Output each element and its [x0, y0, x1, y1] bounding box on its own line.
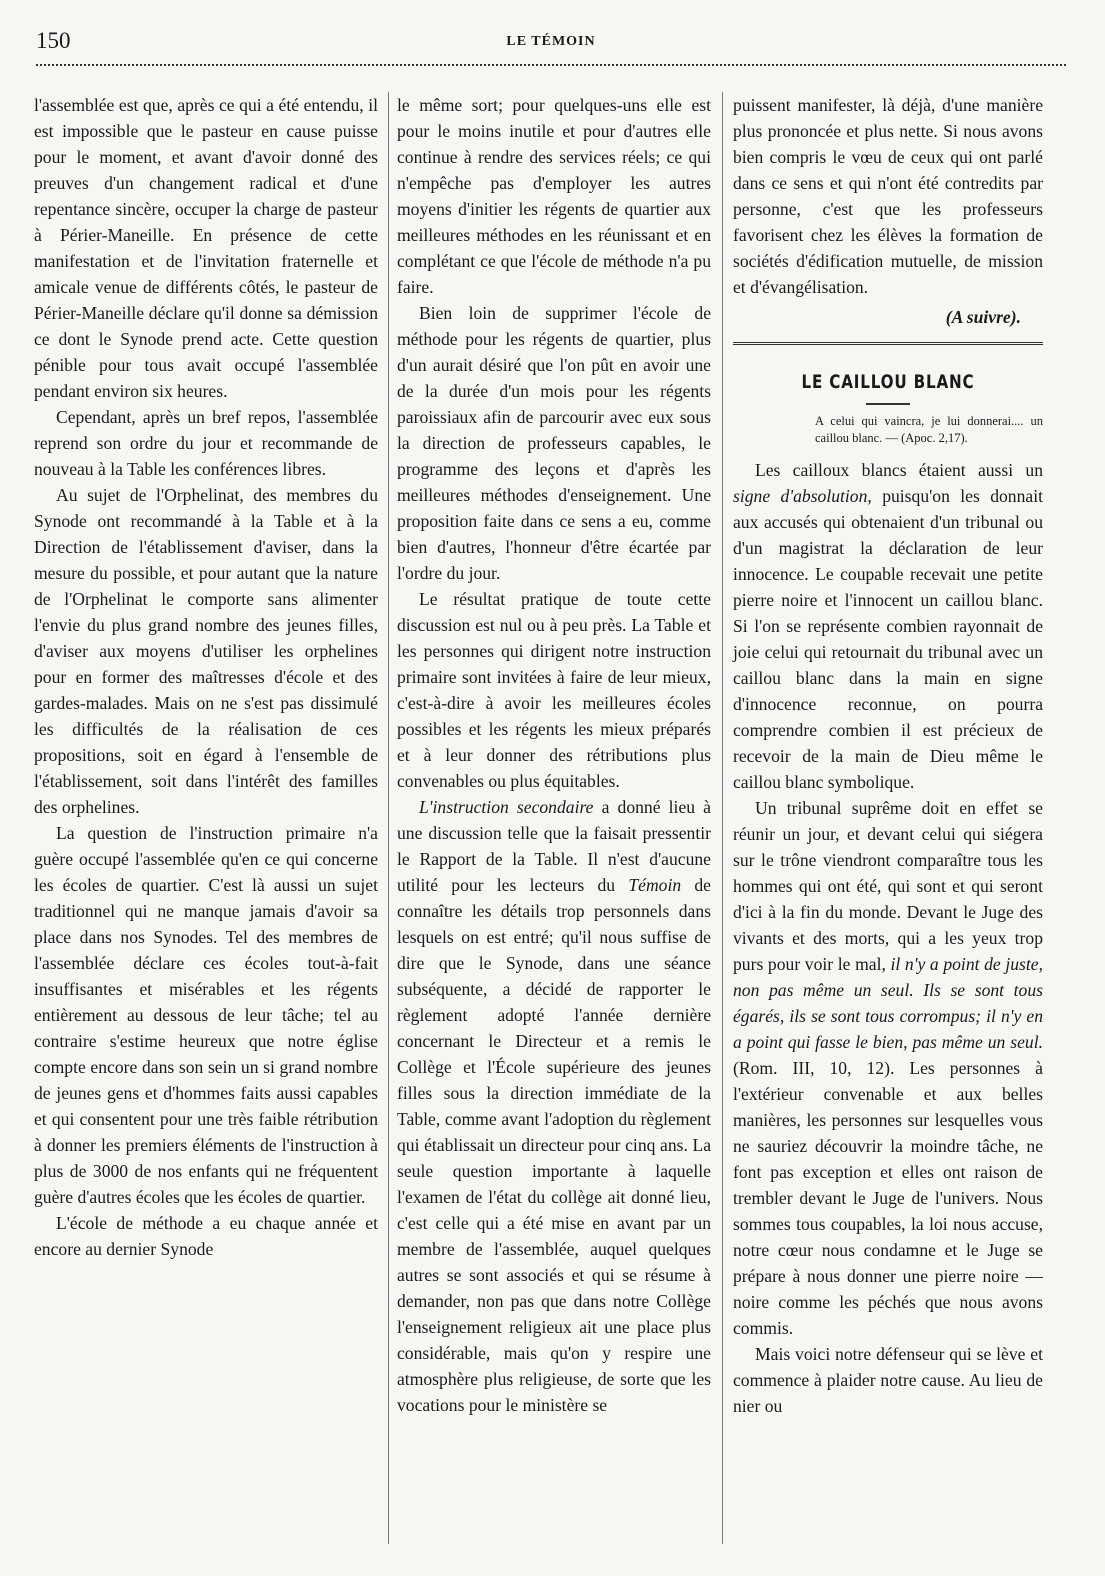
column-2: [397, 92, 711, 1418]
paragraph: [397, 794, 711, 1418]
paragraph: puissent manifester, là déjà, d'une manière plus prononcée et plus nette. Si nous avons bien compris le vœu de ceux qui ont parlé dans ce sens et qui n'ont été contredits par personne, c'est que les professeurs favorisent chez les élèves la formation de sociétés d'édification mutuelle, de mission et d'évangélisation.: [733, 95, 1043, 297]
italic-phrase: il n'y a point de juste, non pas même un seul. Ils se sont tous égarés, ils se sont tous corrompus; il n'y en a point qui fasse le bien, pas même un seul.: [733, 954, 1043, 1052]
paragraph: La question de l'instruction primaire n'a guère occupé l'assemblée qu'en ce qui concerne les écoles de quartier. C'est là aussi un sujet traditionnel qui ne manque jamais d'avoir sa place dans nos Synodes. Tel des membres de l'assemblée déclare ces écoles tout-à-fait insuffisantes et misérables et les régents entièrement au dessous de leur tâche; tel au contraire s'estime heureux que notre église compte encore dans son sein un si grand nombre de jeunes gens et d'hommes faits aussi capables et qui consentent pour une très faible rétribution à donner les premiers éléments de l'instruction à plus de 3000 de nos enfants qui ne fréquentent guère d'autres écoles que les écoles de quartier.: [34, 823, 378, 1207]
paragraph: Cependant, après un bref repos, l'assemblée reprend son ordre du jour et recommande de nouveau à la Table les conférences libres.: [34, 407, 378, 479]
section-title: LE CAILLOU BLANC: [801, 371, 975, 393]
text-run: (Rom. III, 10, 12). Les personnes à l'extérieur convenable et aux belles manières, les personnes sur lesquelles vous ne sauriez découvrir la moindre tâche, ne font pas exception et elles ont raison de trembler devant le Juge de l'univers. Nous sommes tous coupables, la loi nous accuse, notre cœur nous condamne et le Juge se prépare à nous donner une pierre noire — noire comme les péchés que nous avons commis.: [733, 1058, 1043, 1338]
page-number: 150: [36, 28, 71, 53]
paragraph: Au sujet de l'Orphelinat, des membres du Synode ont recommandé à la Table et à la Direction de l'établissement d'aviser, dans la mesure du possible, et pour autant que la nature de l'Orphelinat le comporte sans alimenter l'envie du plus grand nombre des jeunes filles, d'aviser aux moyens d'utiliser les orphelines pour en former des maîtresses d'école et des gardes-malades. Mais on ne s'est pas dissimulé les difficultés de la réalisation de ces propositions, soit en égard à l'ensemble de l'établissement, soit dans l'intérêt des familles des orphelines.: [34, 485, 378, 817]
italic-phrase: L'instruction secondaire: [419, 797, 594, 817]
column-divider: [722, 92, 723, 1544]
text-run: Un tribunal suprême doit en effet se réunir un jour, et devant celui qui siégera sur le trône viendront comparaître tous les hommes qui ont été, qui sont et qui seront d'ici à la fin du monde. Devant le Juge des vivants et des morts, qui a les yeux trop purs pour voir le mal,: [733, 798, 1043, 974]
column-3: [733, 92, 1043, 1419]
section-rule: [733, 342, 1043, 345]
italic-phrase: Témoin: [628, 875, 682, 895]
title-rule: [866, 403, 910, 405]
header-rule: [36, 64, 1066, 66]
epigraph: A celui qui vaincra, je lui donnerai.... un caillou blanc. — (Apoc. 2,17).: [815, 414, 1043, 445]
page-header: [36, 28, 1066, 58]
paragraph: l'assemblée est que, après ce qui a été entendu, il est impossible que le pasteur en cause puisse pour le moment, et avant d'avoir donné des preuves d'un changement radical et d'une repentance sincère, occuper la charge de pasteur à Périer-Maneille. En présence de cette manifestation et de l'invitation fraternelle et amicale venue de différents côtés, le pasteur de Périer-Maneille déclare qu'il donne sa démission ce dont le Synode prend acte. Cette question pénible pour tous avait occupé l'assemblée pendant environ six heures.: [34, 95, 378, 401]
text-run: a donné lieu à une discussion telle que la faisait pressentir le Rapport de la Table. Il n'est d'aucune utilité pour les lecteurs du: [397, 797, 711, 895]
paragraph: Le résultat pratique de toute cette discussion est nul ou à peu près. La Table et les personnes qui dirigent notre instruction primaire sont invitées à faire de leur mieux, c'est-à-dire à avoir les meilleures écoles possibles et les régents les mieux préparés et à leur donner des rétributions plus convenables ou plus équitables.: [397, 589, 711, 791]
paragraph: Bien loin de supprimer l'école de méthode pour les régents de quartier, plus d'un aurait désiré que l'on pût en avoir une de la durée d'un mois pour les régents paroissiaux afin de parcourir avec eux sous la direction de professeurs capables, le programme des leçons et d'après les meilleures méthodes d'enseignement. Une proposition faite dans ce sens a eu, comme bien d'autres, l'honneur d'être écartée par l'ordre du jour.: [397, 303, 711, 583]
column-divider: [388, 92, 389, 1544]
running-title: LE TÉMOIN: [506, 34, 596, 49]
signoff: (A suivre).: [945, 307, 1021, 327]
paragraph: le même sort; pour quelques-uns elle est pour le moins inutile et pour d'autres elle continue à rendre des services réels; ce qui n'empêche pas d'employer les autres moyens d'initier les régents de quartier aux meilleures méthodes en les réunissant et en complétant ce que l'école de méthode n'a pu faire.: [397, 95, 711, 297]
column-1: [34, 92, 378, 1262]
paragraph: Mais voici notre défenseur qui se lève et commence à plaider notre cause. Au lieu de nier ou: [733, 1344, 1043, 1416]
text-run: , puisqu'on les donnait aux accusés qui obtenaient d'un tribunal ou d'un magistrat la déclaration de leur innocence. Le coupable recevait une petite pierre noire et l'innocent un caillou blanc. Si l'on se représente combien rayonnait de joie celui qui retournait du tribunal avec un caillou blanc dans la main en signe d'innocence reconnue, on pourra comprendre combien il est précieux de recevoir de la main de Dieu même le caillou blanc symbolique.: [733, 486, 1043, 792]
text-run: Les cailloux blancs étaient aussi un: [755, 460, 1043, 480]
text-run: de connaître les détails trop personnels dans lesquels on est entré; qu'il nous suffise de dire que le Synode, dans une séance subséquente, a décidé de rapporter le règlement adopté l'année dernière concernant le Directeur et a remis le Collège et l'École supérieure des jeunes filles sous la direction immédiate de la Table, comme avant l'adoption du règlement qui établissait un directeur pour cinq ans. La seule question importante à laquelle l'examen de l'état du collège ait donné lieu, c'est celle qui a été mise en avant par un membre de l'assemblée, auquel quelques autres se sont associés et qui se résume à demander, non pas que dans notre Collège l'enseignement religieux ait une place plus considérable, mais qu'on y respire une atmosphère plus religieuse, de sorte que les vocations pour le ministère se: [397, 875, 711, 1415]
italic-phrase: signe d'absolution: [733, 486, 868, 506]
paragraph: [733, 795, 1043, 1341]
paragraph: [733, 457, 1043, 795]
paragraph: L'école de méthode a eu chaque année et encore au dernier Synode: [34, 1213, 378, 1259]
